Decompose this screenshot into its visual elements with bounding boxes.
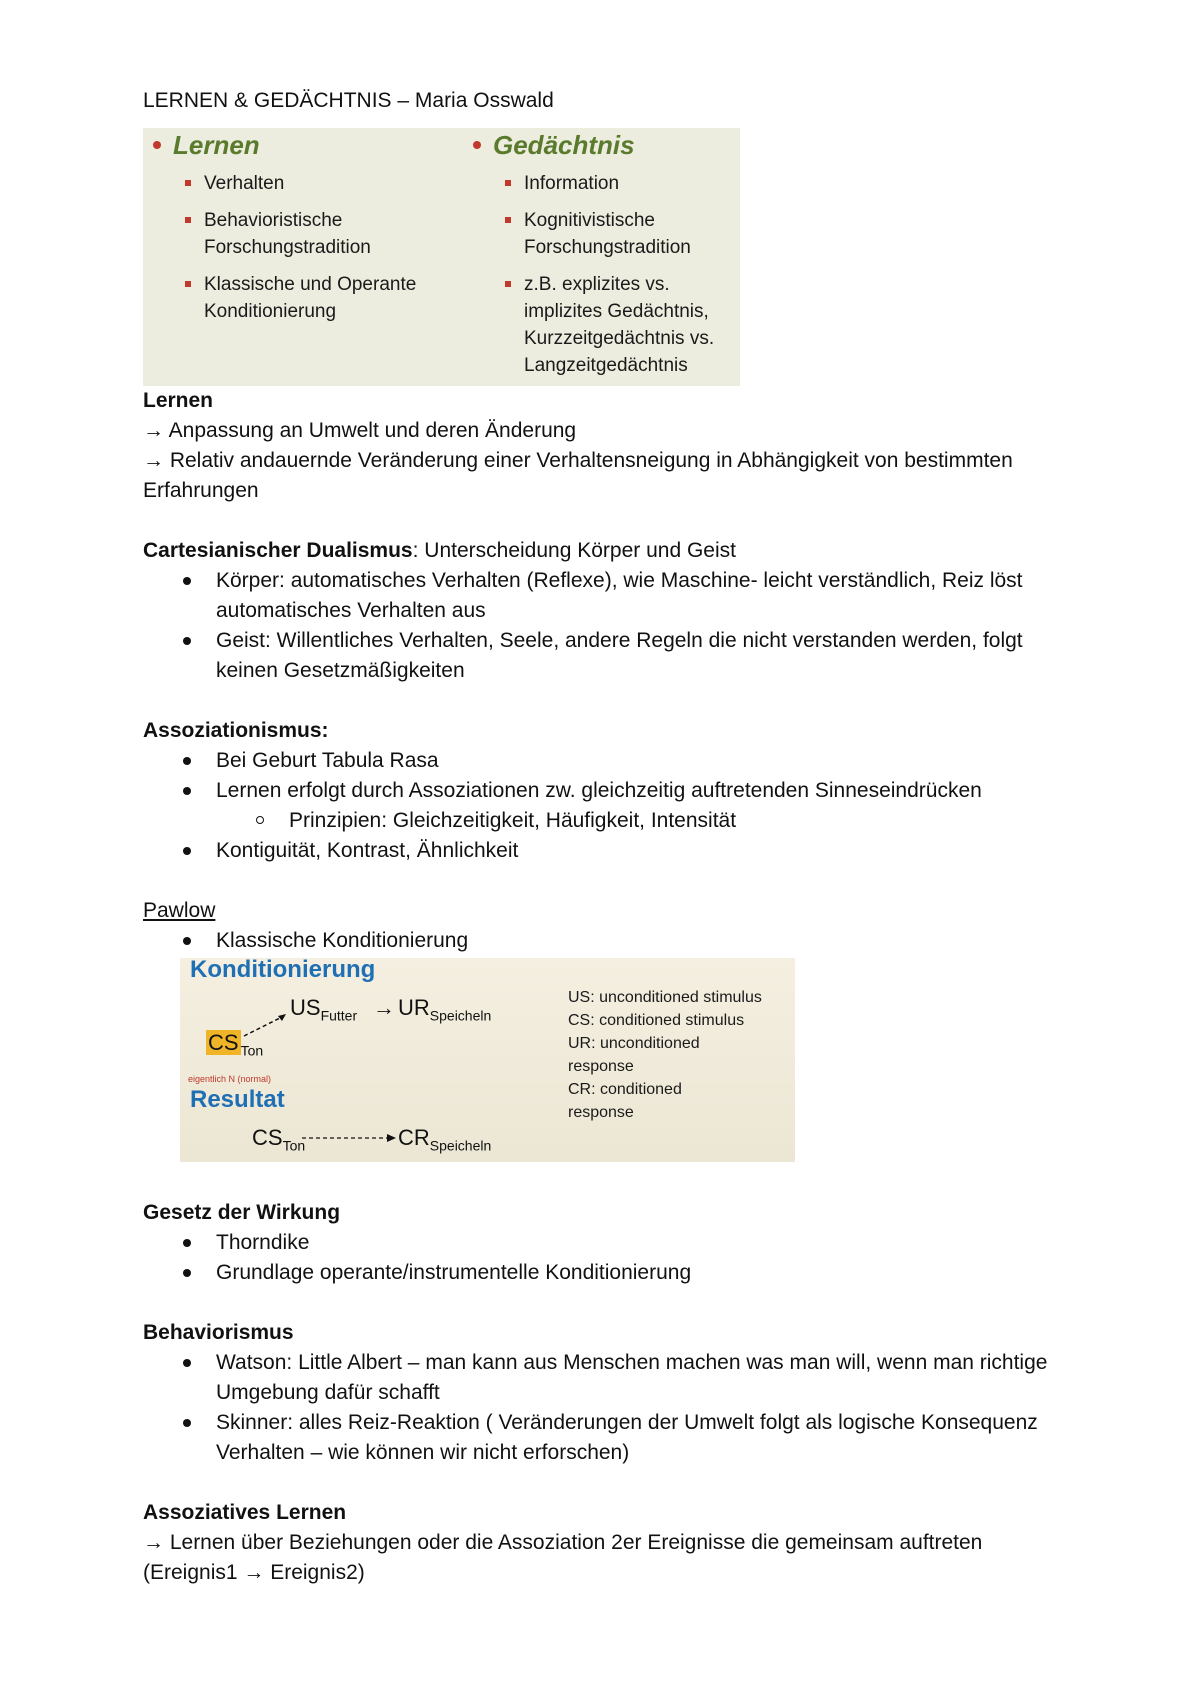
slide-heading-resultat: Resultat bbox=[190, 1086, 285, 1113]
list-item: Thorndike bbox=[216, 1228, 1063, 1258]
abbreviation-legend bbox=[568, 986, 793, 1124]
slide-item: Kognitivistische Forschungstradition bbox=[524, 207, 739, 261]
text-line: → Lernen über Beziehungen oder die Assoziation 2er Ereignisse die gemeinsam auftreten (Ereignis1 → Ereignis2) bbox=[143, 1531, 983, 1584]
document-page bbox=[143, 86, 1063, 1588]
list-item: Lernen erfolgt durch Assoziationen zw. gleichzeitig auftretenden Sinneseindrücken bbox=[216, 776, 1063, 806]
section-heading-lernen: Lernen bbox=[143, 389, 214, 412]
slide-item: Information bbox=[524, 170, 739, 197]
list-item: Geist: Willentliches Verhalten, Seele, andere Regeln die nicht verstanden werden, folgt keinen Gesetzmäßigkeiten bbox=[216, 626, 1063, 686]
arrow-icon: → bbox=[373, 995, 395, 1020]
list-item: Skinner: alles Reiz-Reaktion ( Veränderungen der Umwelt folgt als logische Konsequenz Verhalten – wie können wir nicht erforschen) bbox=[216, 1408, 1063, 1468]
sub-list-item: Prinzipien: Gleichzeitigkeit, Häufigkeit, Intensität bbox=[289, 806, 1063, 836]
section-heading-assoziatives: Assoziatives Lernen bbox=[143, 1501, 347, 1524]
legend-item: UR: unconditioned response bbox=[568, 1035, 700, 1075]
section-subtitle: : Unterscheidung Körper und Geist bbox=[412, 539, 736, 562]
list-item: Kontiguität, Kontrast, Ähnlichkeit bbox=[216, 836, 1063, 866]
slide-heading-lernen: Lernen bbox=[143, 128, 260, 162]
list-item: Klassische Konditionierung bbox=[216, 926, 1063, 956]
small-note: eigentlich N (normal) bbox=[188, 1074, 272, 1084]
slide-item: Behavioristische Forschungstradition bbox=[204, 207, 464, 261]
legend-item: US: unconditioned stimulus bbox=[568, 989, 762, 1006]
document-title: LERNEN & GEDÄCHTNIS – Maria Osswald bbox=[143, 89, 554, 112]
section-heading-assoziationismus: Assoziationismus: bbox=[143, 719, 329, 742]
cr-speicheln-label: $CR_{Speicheln}$ bbox=[398, 1125, 492, 1154]
cs-ton-result-label: $CS_{Ton}$ bbox=[252, 1125, 306, 1154]
list-item: Watson: Little Albert – man kann aus Menschen machen was man will, wenn man richtige Umgebung dafür schafft bbox=[216, 1348, 1063, 1408]
dashed-arrow-icon bbox=[300, 1130, 400, 1146]
legend-item: CS: conditioned stimulus bbox=[568, 1012, 745, 1029]
ur-speicheln-label: $UR_{Speicheln}$ bbox=[398, 995, 492, 1024]
list-item: Grundlage operante/instrumentelle Konditionierung bbox=[216, 1258, 1063, 1288]
us-futter-label: $US_{Futter}$ bbox=[290, 995, 358, 1024]
section-heading-behaviorismus: Behaviorismus bbox=[143, 1321, 294, 1344]
section-heading-cartesian: Cartesianischer Dualismus bbox=[143, 539, 413, 562]
slide-item: Klassische und Operante Konditionierung bbox=[204, 271, 464, 325]
slide-heading-konditionierung: Konditionierung bbox=[190, 956, 376, 983]
section-heading-pawlow: Pawlow bbox=[143, 899, 216, 922]
list-item: Körper: automatisches Verhalten (Reflexe), wie Maschine- leicht verständlich, Reiz löst automatisches Verhalten aus bbox=[216, 566, 1063, 626]
text-line: → Anpassung an Umwelt und deren Änderung bbox=[143, 419, 577, 442]
slide-item: z.B. explizites vs. implizites Gedächtnis, Kurzzeitgedächtnis vs. Langzeitgedächtnis bbox=[524, 271, 739, 379]
text-line: → Relativ andauernde Veränderung einer Verhaltensneigung in Abhängigkeit von bestimmten Erfahrungen bbox=[143, 449, 1013, 502]
slide-heading-gedaechtnis: Gedächtnis bbox=[463, 128, 635, 162]
slide-konditionierung bbox=[180, 958, 795, 1162]
list-item: Bei Geburt Tabula Rasa bbox=[216, 746, 1063, 776]
section-heading-wirkung: Gesetz der Wirkung bbox=[143, 1201, 341, 1224]
slide-lernen-gedaechtnis bbox=[143, 128, 740, 386]
section-cartesian bbox=[143, 536, 1063, 566]
slide-item: Verhalten bbox=[204, 170, 464, 197]
cs-ton-label: CS $_{Ton}$ bbox=[208, 1030, 264, 1059]
legend-item: CR: conditioned response bbox=[568, 1081, 682, 1121]
